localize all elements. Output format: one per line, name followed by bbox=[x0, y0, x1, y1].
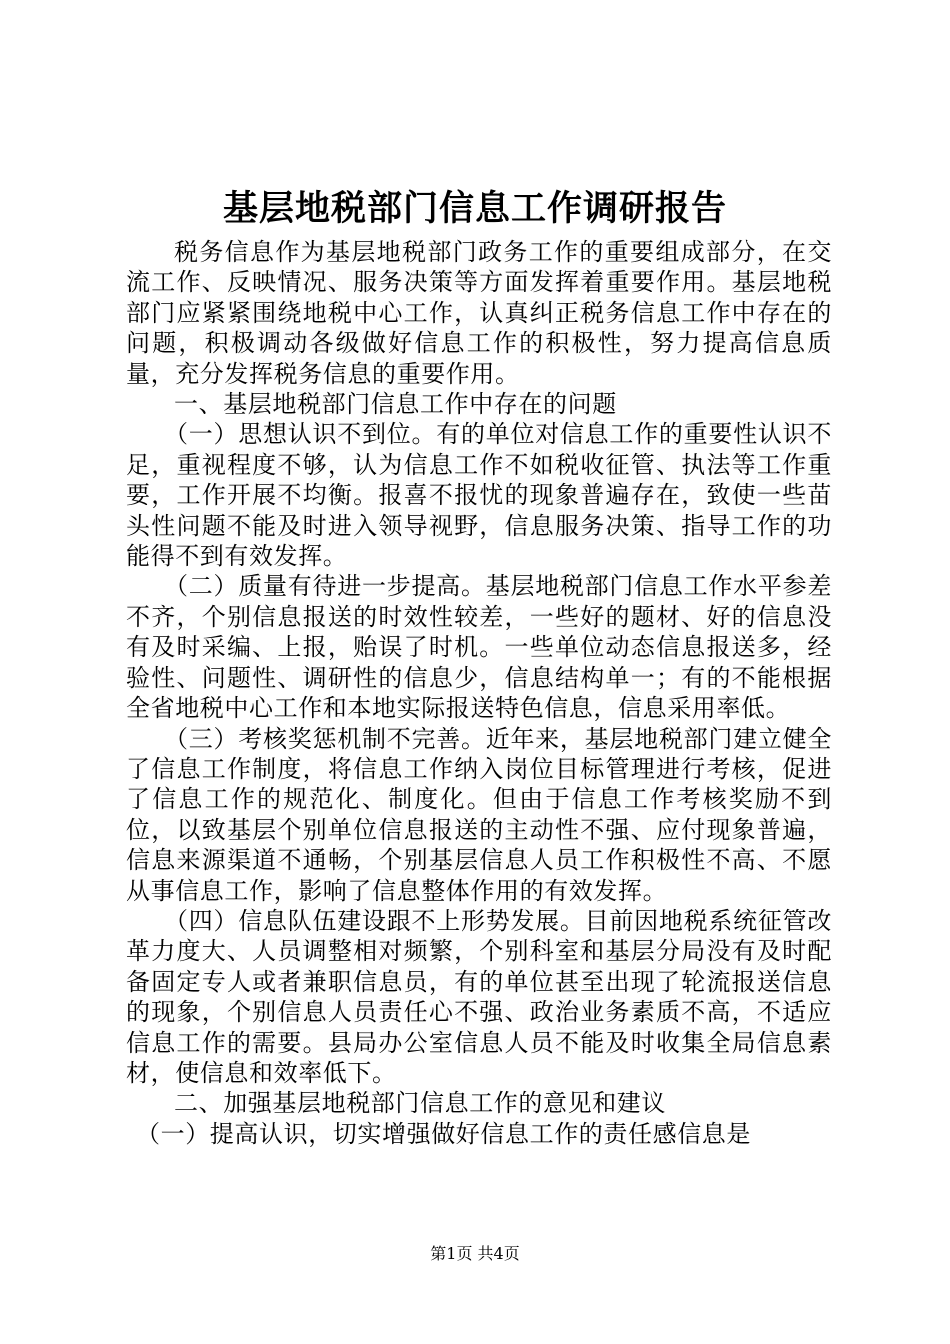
subsection-paragraph-1: （一）思想认识不到位。有的单位对信息工作的重要性认识不足，重视程度不够，认为信息工作不如税收征管、执法等工作重要，工作开展不均衡。报喜不报忧的现象普遍存在，致使一些苗头性问题不能及时进入领导视野，信息服务决策、指导工作的功能得不到有效发挥。 bbox=[126, 420, 832, 571]
section-heading-2: 二、加强基层地税部门信息工作的意见和建议 bbox=[174, 1089, 666, 1118]
subsection-paragraph-4: （四）信息队伍建设跟不上形势发展。目前因地税系统征管改革力度大、人员调整相对频繁，个别科室和基层分局没有及时配备固定专人或者兼职信息员，有的单位甚至出现了轮流报送信息的现象，个别信息人员责任心不强、政治业务素质不高，不适应信息工作的需要。县局办公室信息人员不能及时收集全局信息素材，使信息和效率低下。 bbox=[126, 906, 832, 1087]
subsection-paragraph-2: （二）质量有待进一步提高。基层地税部门信息工作水平参差不齐，个别信息报送的时效性较差，一些好的题材、好的信息没有及时采编、上报，贻误了时机。一些单位动态信息报送多，经验性、问题性、调研性的信息少，信息结构单一；有的不能根据全省地税中心工作和本地实际报送特色信息，信息采用率低。 bbox=[126, 572, 832, 723]
section-heading-1: 一、基层地税部门信息工作中存在的问题 bbox=[174, 390, 617, 419]
subsection-paragraph-3: （三）考核奖惩机制不完善。近年来，基层地税部门建立健全了信息工作制度，将信息工作纳入岗位目标管理进行考核，促进了信息工作的规范化、制度化。但由于信息工作考核奖励不到位，以致基层个别单位信息报送的主动性不强、应付现象普遍，信息来源渠道不通畅，个别基层信息人员工作积极性不高、不愿从事信息工作，影响了信息整体作用的有效发挥。 bbox=[126, 724, 832, 905]
document-body bbox=[126, 237, 832, 1149]
subsection-paragraph-5: （一）提高认识，切实增强做好信息工作的责任感信息是 bbox=[136, 1119, 751, 1148]
document-title: 基层地税部门信息工作调研报告 bbox=[222, 188, 727, 229]
page-footer: 第1页 共4页 bbox=[430, 1244, 520, 1263]
intro-paragraph: 税务信息作为基层地税部门政务工作的重要组成部分，在交流工作、反映情况、服务决策等方面发挥着重要作用。基层地税部门应紧紧围绕地税中心工作，认真纠正税务信息工作中存在的问题，积极调动各级做好信息工作的积极性，努力提高信息质量，充分发挥税务信息的重要作用。 bbox=[126, 238, 832, 388]
